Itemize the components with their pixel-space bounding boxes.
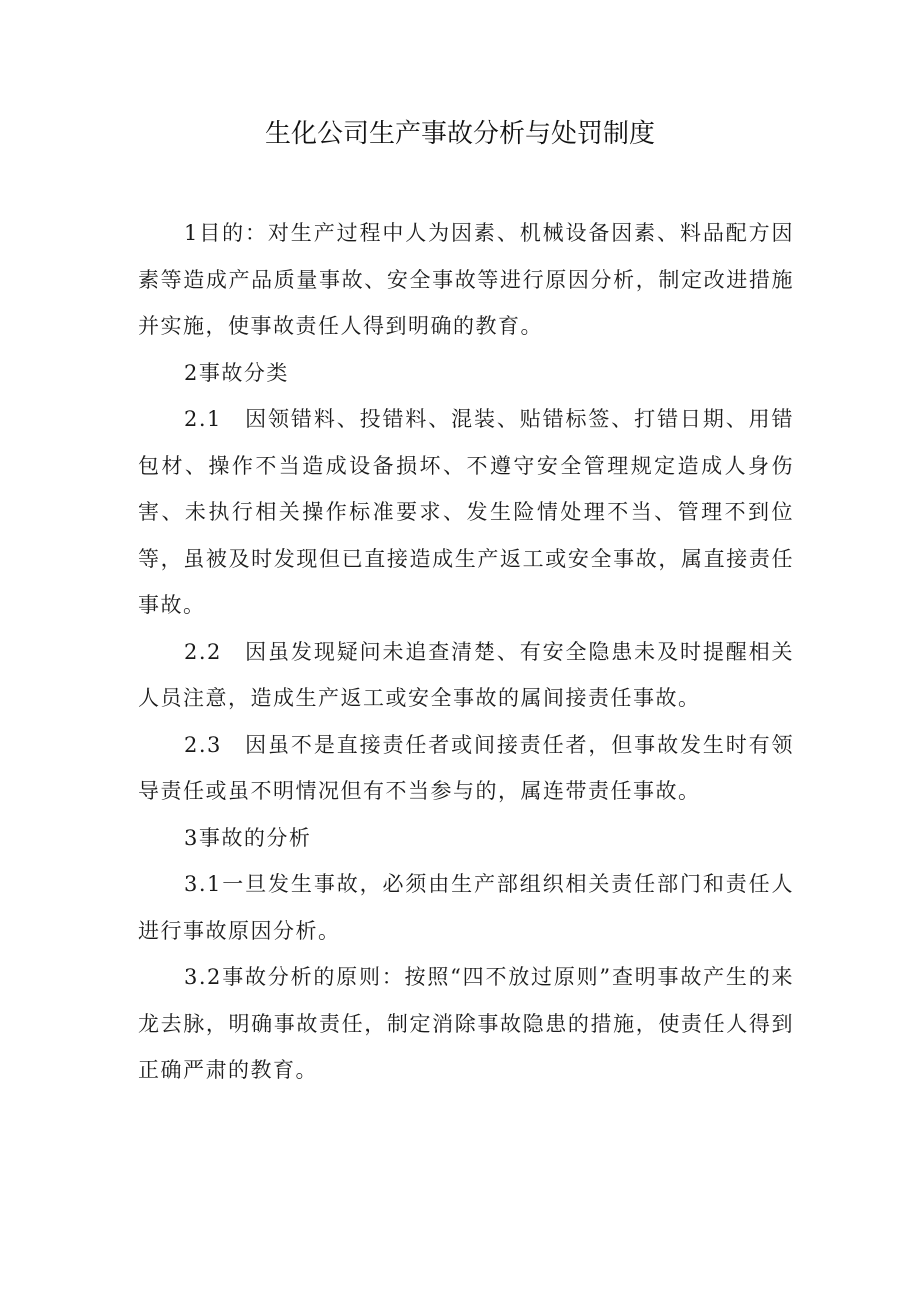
document-body: [138, 210, 794, 1094]
paragraph-2-2: 2.2 因虽发现疑问未追查清楚、有安全隐患未及时提醒相关人员注意，造成生产返工或安全事故的属间接责任事故。: [138, 639, 794, 710]
paragraph-purpose: 1目的：对生产过程中人为因素、机械设备因素、料品配方因素等造成产品质量事故、安全事故等进行原因分析，制定改进措施并实施，使事故责任人得到明确的教育。: [138, 221, 794, 338]
paragraph-2-1: 2.1 因领错料、投错料、混装、贴错标签、打错日期、用错包材、操作不当造成设备损坏、不遵守安全管理规定造成人身伤害、未执行相关操作标准要求、发生险情处理不当、管理不到位等，虽被及时发现但已直接造成生产返工或安全事故，属直接责任事故。: [138, 407, 794, 617]
paragraph-3-1: 3.1一旦发生事故，必须由生产部组织相关责任部门和责任人进行事故原因分析。: [138, 872, 794, 943]
document-title: 生化公司生产事故分析与处罚制度: [264, 119, 655, 149]
heading-accident-analysis: 3事故的分析: [184, 825, 312, 850]
paragraph-3-2: 3.2事故分析的原则：按照“四不放过原则”查明事故产生的来龙去脉，明确事故责任，制定消除事故隐患的措施，使责任人得到正确严肃的教育。: [138, 965, 794, 1082]
paragraph-2-3: 2.3 因虽不是直接责任者或间接责任者，但事故发生时有领导责任或虽不明情况但有不当参与的，属连带责任事故。: [138, 732, 794, 803]
heading-accident-classification: 2事故分类: [184, 360, 289, 385]
